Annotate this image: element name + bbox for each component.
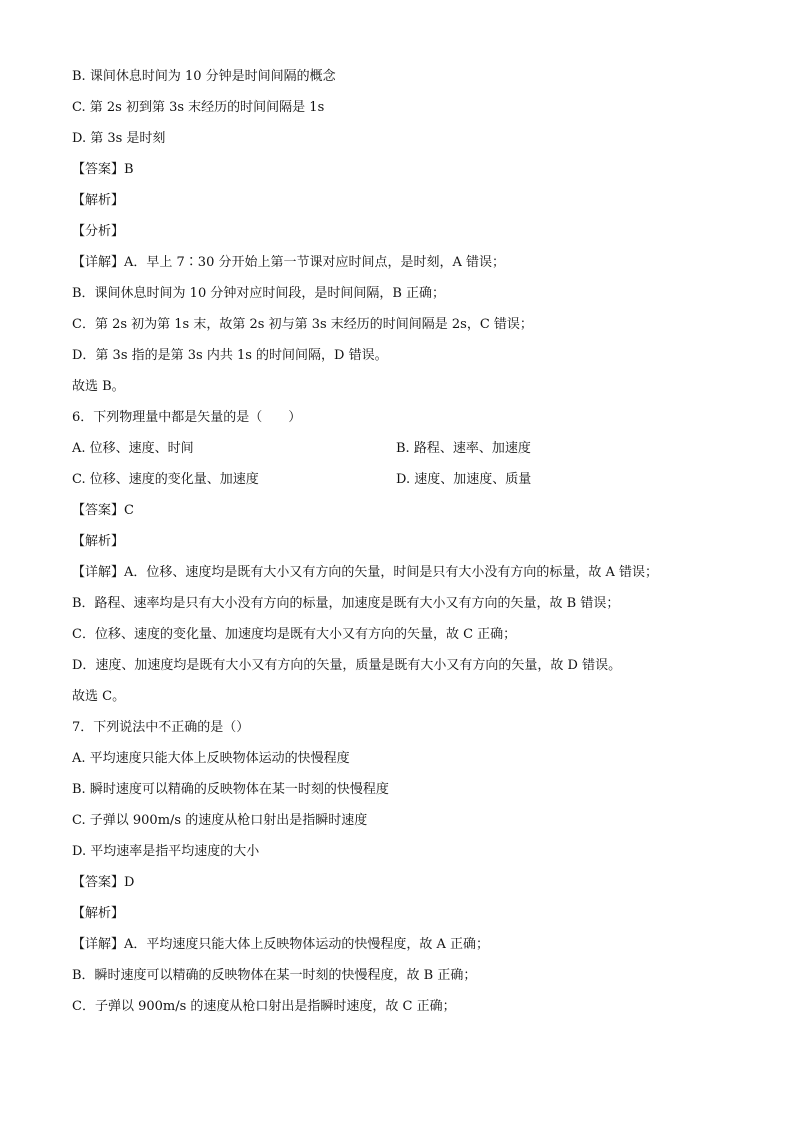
detail-a-q5: 【详解】A．早上 7∶30 分开始上第一节课对应时间点，是时刻，A 错误； [72,255,505,270]
option-c-q7: C. 子弹以 900m/s 的速度从枪口射出是指瞬时速度 [72,813,368,828]
fenxi-heading-q5: 【分析】 [72,224,125,239]
question-7: 7．下列说法中不正确的是（） [72,720,250,735]
analysis-heading-q5: 【解析】 [72,193,125,208]
answer-q6: 【答案】C [72,503,134,518]
detail-d-q6: D．速度、加速度均是既有大小又有方向的矢量，质量是既有大小又有方向的矢量，故 D 错误。 [72,658,622,673]
analysis-heading-q7: 【解析】 [72,906,125,921]
detail-c-q6: C．位移、速度的变化量、加速度均是既有大小又有方向的矢量，故 C 正确； [72,627,517,642]
option-c-q5: C. 第 2s 初到第 3s 末经历的时间间隔是 1s [72,100,325,115]
option-c-q6: C. 位移、速度的变化量、加速度 [72,472,259,487]
option-a-q6: A. 位移、速度、时间 [72,441,194,456]
detail-a-q6: 【详解】A．位移、速度均是既有大小又有方向的矢量，时间是只有大小没有方向的标量，故 A 错误； [72,565,659,580]
conclusion-q5: 故选 B。 [72,379,125,394]
option-d-q6: D. 速度、加速度、质量 [396,472,532,487]
detail-c-q5: C．第 2s 初为第 1s 末，故第 2s 初与第 3s 末经历的时间间隔是 2s，C 错误； [72,317,533,332]
question-6: 6．下列物理量中都是矢量的是（ ） [72,410,302,425]
analysis-heading-q6: 【解析】 [72,534,125,549]
detail-d-q5: D．第 3s 指的是第 3s 内共 1s 的时间间隔，D 错误。 [72,348,388,363]
detail-c-q7: C．子弹以 900m/s 的速度从枪口射出是指瞬时速度，故 C 正确； [72,999,456,1014]
answer-q7: 【答案】D [72,875,135,890]
option-a-q7: A. 平均速度只能大体上反映物体运动的快慢程度 [72,751,350,766]
option-b-q7: B. 瞬时速度可以精确的反映物体在某一时刻的快慢程度 [72,782,389,797]
option-d-q5: D. 第 3s 是时刻 [72,131,166,146]
option-b-q5: B. 课间休息时间为 10 分钟是时间间隔的概念 [72,69,336,84]
detail-b-q7: B．瞬时速度可以精确的反映物体在某一时刻的快慢程度，故 B 正确； [72,968,477,983]
answer-q5: 【答案】B [72,162,134,177]
conclusion-q6: 故选 C。 [72,689,126,704]
detail-b-q5: B．课间休息时间为 10 分钟对应时间段，是时间间隔，B 正确； [72,286,446,301]
detail-b-q6: B．路程、速率均是只有大小没有方向的标量，加速度是既有大小又有方向的矢量，故 B 错误； [72,596,620,611]
detail-a-q7: 【详解】A．平均速度只能大体上反映物体运动的快慢程度，故 A 正确； [72,937,490,952]
option-b-q6: B. 路程、速率、加速度 [396,441,531,456]
option-d-q7: D. 平均速率是指平均速度的大小 [72,844,260,859]
